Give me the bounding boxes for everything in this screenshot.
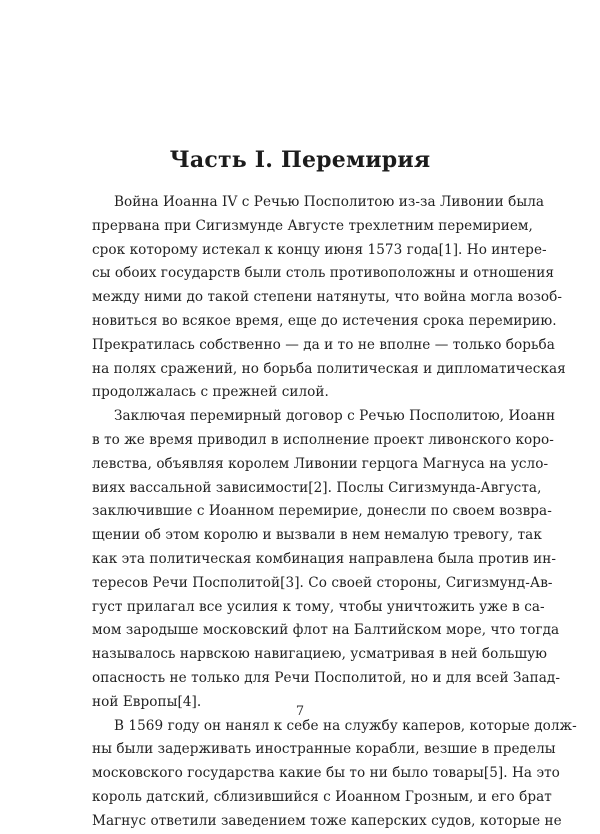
text-line: опасность не только для Речи Посполитой, но и для всей Запад- bbox=[92, 669, 560, 686]
text-line: сы обоих государств были столь противоположны и отношения bbox=[92, 265, 554, 282]
text-line: на полях сражений, но борьба политическая и дипломатическая bbox=[92, 360, 566, 377]
text-line: Магнус ответили заведением тоже каперских судов, которые не bbox=[92, 812, 562, 829]
text-line: прервана при Сигизмунде Августе трехлетним перемирием, bbox=[92, 217, 533, 234]
text-line: продолжалась с прежней силой. bbox=[92, 384, 329, 401]
text-line: московского государства какие бы то ни было товары[5]. На это bbox=[92, 765, 560, 782]
page-number: 7 bbox=[295, 704, 305, 719]
text-line: срок которому истекал к концу июня 1573 года[1]. Но интере- bbox=[92, 241, 547, 258]
paragraph-2 bbox=[92, 405, 560, 714]
text-line: как эта политическая комбинация направлена была против ин- bbox=[92, 550, 557, 567]
text-line: в то же время приводил в исполнение проект ливонского коро- bbox=[92, 431, 554, 448]
text-line: заключившие с Иоанном перемирие, донесли по своем возвра- bbox=[92, 503, 552, 520]
text-line: ной Европы[4]. bbox=[92, 693, 202, 710]
text-line: левства, объявляя королем Ливонии герцога Магнуса на усло- bbox=[92, 455, 549, 472]
paragraph-1 bbox=[92, 191, 566, 405]
text-line: король датский, сблизившийся с Иоанном Грозным, и его брат bbox=[92, 788, 552, 805]
text-line: называлось нарвскою навигациею, усматривая в ней большую bbox=[92, 646, 548, 663]
text-line: Война Иоанна IV с Речью Посполитою из-за Ливонии была bbox=[114, 194, 545, 210]
text-line: виях вассальной зависимости[2]. Послы Сигизмунда-Августа, bbox=[92, 479, 542, 496]
text-line: В 1569 году он нанял к себе на службу каперов, которые долж- bbox=[114, 717, 577, 734]
text-line: ны были задерживать иностранные корабли, везшие в пределы bbox=[92, 741, 556, 758]
text-line: мом зародыше московский флот на Балтийском море, что тогда bbox=[92, 622, 560, 639]
text-line: Заключая перемирный договор с Речью Посполитою, Иоанн bbox=[114, 408, 556, 425]
chapter-title: Часть I. Перемирия bbox=[169, 147, 431, 173]
body-text bbox=[92, 191, 577, 834]
text-line: новиться во всякое время, еще до истечения срока перемирию. bbox=[92, 312, 557, 329]
paragraph-3 bbox=[92, 715, 577, 834]
text-line: между ними до такой степени натянуты, что война могла возоб- bbox=[92, 289, 563, 306]
text-line: Прекратилась собственно — да и то не вполне — только борьба bbox=[92, 336, 555, 353]
text-line: щении об этом королю и вызвали в нем немалую тревогу, так bbox=[92, 527, 542, 544]
text-line: тересов Речи Посполитой[3]. Со своей стороны, Сигизмунд-Ав- bbox=[92, 574, 553, 591]
text-line: густ прилагал все усилия к тому, чтобы уничтожить уже в са- bbox=[92, 598, 545, 615]
